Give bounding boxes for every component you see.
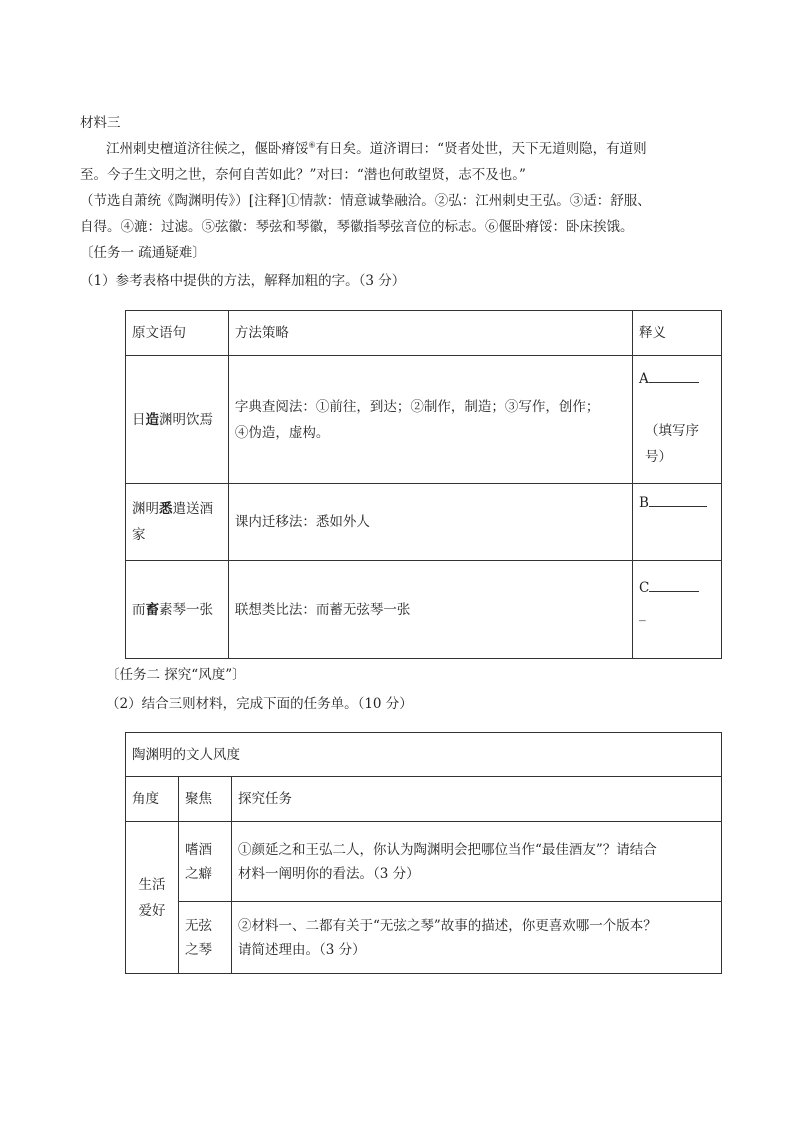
header-original: 原文语句: [126, 311, 229, 356]
answer-blank-a[interactable]: [649, 368, 699, 383]
material3-paragraph-line1: 江州刺史檀道济往候之，偃卧瘠馁⑥有日矣。道济谓曰：“贤者处世，天下无道则隐，有道则: [106, 140, 647, 157]
annotation-line1: （节选自萧统《陶渊明传》）[注释]①情款：情意诚挚融洽。②弘：江州刺史王弘。③适：舒服、: [80, 193, 651, 209]
bold-char: 悉: [159, 501, 173, 517]
original-sentence: 渊明悉遣送酒 家: [126, 484, 229, 561]
task-cell: ②材料一、二都有关于“无弦之琴”故事的描述，你更喜欢哪一个版本？ 请简述理由。（3 分）: [232, 902, 722, 974]
material3-paragraph-line2: 至。今子生文明之世，奈何自苦如此？”对曰：“潜也何敢望贤，志不及也。”: [80, 167, 526, 183]
angle-cell: 生活 爱好: [126, 822, 179, 974]
task-sheet-caption: 陶渊明的文人风度: [126, 733, 722, 777]
bold-char: 畜: [145, 601, 159, 618]
answer-cell-c: C _: [633, 561, 722, 659]
task1-question: （1）参考表格中提供的方法，解释加粗的字。（3 分）: [80, 273, 406, 289]
table-row: [126, 356, 722, 484]
header-angle: 角度: [126, 777, 179, 822]
annotation-line2: 自得。④漉：过滤。⑤弦徽：琴弦和琴徽，琴徽指琴弦音位的标志。⑥偃卧瘠馁：卧床挨饿。: [80, 219, 634, 235]
task-sheet-caption-row: [126, 733, 722, 777]
focus-cell: 无弦 之琴: [179, 902, 232, 974]
table-header-row: [126, 311, 722, 356]
answer-cell-a: A （填写序 号）: [633, 356, 722, 484]
task-cell: ①颜延之和王弘二人，你认为陶渊明会把哪位当作“最佳酒友”？请结合 材料一阐明你的看法。（3 分）: [232, 822, 722, 902]
header-focus: 聚焦: [179, 777, 232, 822]
task2-title: 〔任务二 探究“风度”〕: [106, 667, 246, 683]
table-row: [126, 484, 722, 561]
task2-question: （2）结合三则材料，完成下面的任务单。（10 分）: [106, 696, 413, 712]
header-task: 探究任务: [232, 777, 722, 822]
method-cell: 字典查阅法：①前往，到达；②制作，制造；③写作，创作； ④伪造，虚构。: [228, 356, 632, 484]
header-method: 方法策略: [228, 311, 632, 356]
footnote-marker: ⑥: [308, 140, 316, 150]
vocabulary-table: [125, 310, 722, 659]
answer-blank-c[interactable]: [649, 577, 699, 592]
material3-heading: 材料三: [80, 115, 121, 131]
header-meaning: 释义: [633, 311, 722, 356]
method-cell: 联想类比法：而蓄无弦琴一张: [228, 561, 632, 659]
table-row: [126, 822, 722, 902]
focus-cell: 嗜酒 之癖: [179, 822, 232, 902]
table-row: [126, 561, 722, 659]
original-sentence: 而畜素琴一张: [126, 561, 229, 659]
original-sentence: 日造渊明饮焉: [126, 356, 229, 484]
answer-blank-b[interactable]: [649, 492, 707, 507]
task-sheet-table: [125, 732, 722, 974]
answer-cell-b: B: [633, 484, 722, 561]
task1-title: 〔任务一 疏通疑难〕: [80, 245, 206, 261]
table-header-row: [126, 777, 722, 822]
bold-char: 造: [145, 411, 159, 428]
table-row: [126, 902, 722, 974]
method-cell: 课内迁移法：悉如外人: [228, 484, 632, 561]
